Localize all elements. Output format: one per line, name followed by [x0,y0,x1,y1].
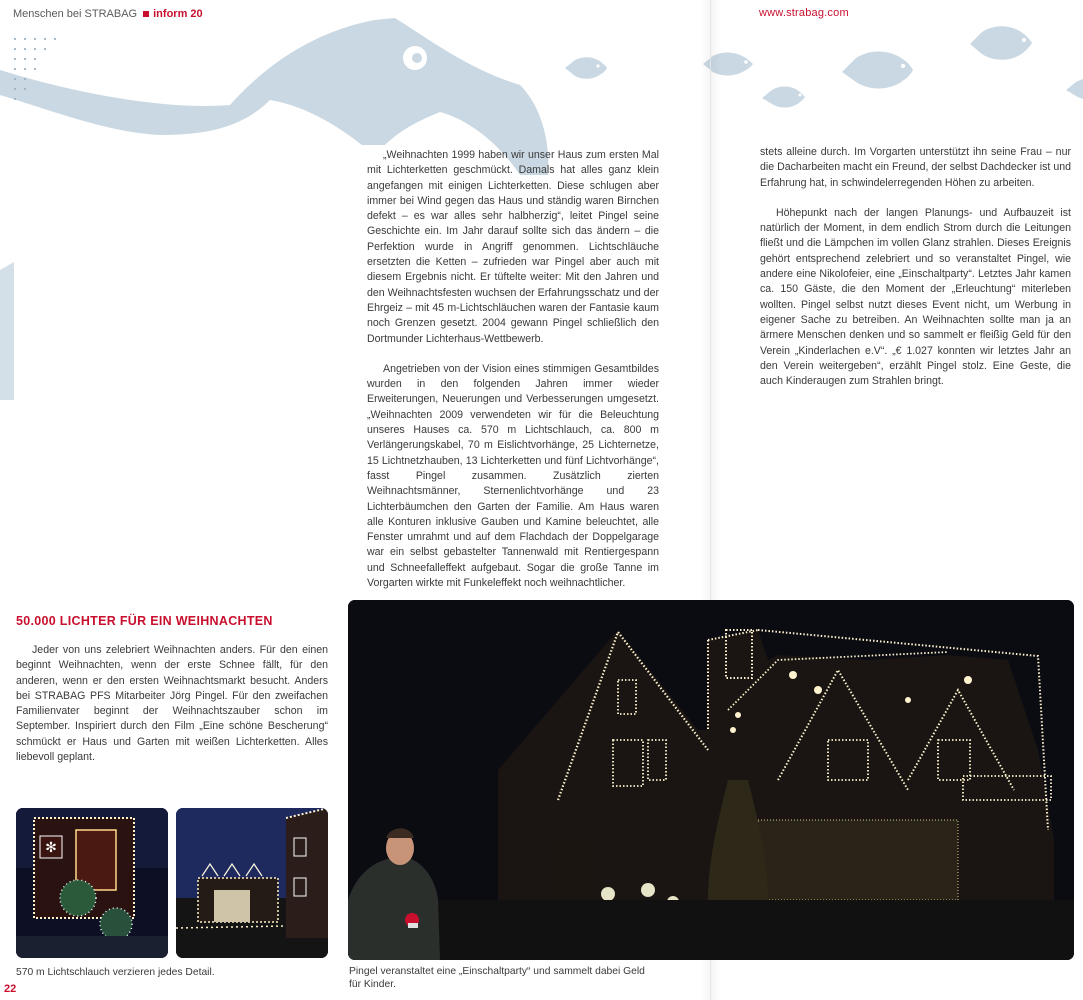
article-paragraph: stets alleine durch. Im Vorgarten unterstützt ihn seine Frau – nur die Dacharbeiten macht ein Freund, der selbst Dachdecker ist und Erfahrung hat, in schwindelerregenden Höhen zu arbeiten. [760,146,1071,189]
running-header [13,8,203,20]
article-paragraph: Angetrieben von der Vision eines stimmigen Gesamtbildes wurden in den folgenden Jahren immer wieder Erweiterungen, Neuerungen und Verbesserungen umgesetzt. „Weihnachten 2009 verwendeten wir für die Beleuchtung unseres Hauses ca. 570 m Lichtschlauch, ca. 800 m Verlängerungskabel, 70 m Eislichtvorhänge, 25 Lichternetze, 15 Lichtnetzhauben, 13 Lichterketten und fünf Lichtvorhänge“, fasst Pingel zusammen. Zusätzlich zierten Weihnachtsmänner, Sternenlichtvorhänge und 23 Lichterbäumchen den Garten der Familie. Am Haus waren alle Konturen inklusive Gauben und Kamine beleuchtet, alle Fenster umrahmt und auf dem Flachdach der Doppelgarage war ein selbst gebastelter Tannenwald mit Rentiergespann und Schneefalleffekt aufgebaut. Sogar die große Tanne im Vorgarten wirkte mit Funkeleffekt noch weihnachtlicher. [367,362,659,590]
article-paragraph: „Weihnachten 1999 haben wir unser Haus zum ersten Mal mit Lichterketten geschmückt. Damals hat alles ganz klein angefangen mit einigen Lichterketten. Diese schlugen aber immer bei Wind gegen das Haus und ständig waren Birnchen defekt – es war alles sehr halbherzig“, leitet Pingel seine Geschichte ein. Im Jahr darauf sollte sich das ändern – die Perfektion wurde in Angriff genommen. Lichtschläuche ersetzten die Ketten – zufrieden war Pingel aber auch mit diesem Ergebnis nicht. Er tüftelte weiter: Mit den Jahren und den Weihnachtsfesten wuchsen der Erfahrungsschatz und der Ehrgeiz – mit 45 m-Lichtschläuchen waren der Fantasie kaum noch Grenzen gesetzt. 2004 gewann Pingel schließlich den Dortmunder Lichterhaus-Wettbewerb. [367,149,659,345]
fish-fin-shape [0,262,14,400]
page-number: 22 [4,983,17,995]
issue-label: inform 20 [153,8,203,20]
article-paragraph: Höhepunkt nach der langen Planungs- und Aufbauzeit ist natürlich der Moment, in dem endlich Strom durch die Leitungen fließt und die Lämpchen im vollen Glanz strahlen. Dieses Ereignis gehört entsprechend zelebriert und so veranstaltet Pingel, wie andere eine Nikolofeier, eine „Einschaltparty“. Letztes Jahr kamen ca. 150 Gäste, die den Moment der „Erleuchtung“ miterleben wollten. Pingel selbst nutzt dieses Event nicht, um Werbung in eigener Sache zu betreiben. An Weihnachten sollte man ja an ärmere Menschen denken und so sammelt er fleißig Geld für den Verein „Kinderlachen e.V“. „€ 1.027 konnten wir letztes Jahr an den Verein weitergeben“, erzählt Pingel stolz. Eine Geste, die auch Kinderaugen zum Strahlen bringt. [760,206,1071,388]
small-fish-icon [762,86,805,107]
small-fish-icon [565,57,607,79]
small-fish-icon [970,26,1032,60]
photo-garage [176,808,328,958]
intro-paragraph: Jeder von uns zelebriert Weihnachten anders. Für den einen beginnt Weihnachten, wenn der erste Schnee fällt, für den anderen, wenn er den ersten Weihnachtsmarkt besucht. Anders bei STRABAG PFS Mitarbeiter Jörg Pingel. Für den zweifachen Familienvater beginnt der Weihnachtszauber schon im September. Inspiriert durch den Film „Eine schöne Bescherung“ schmückt er Haus und Garten mit weißen Lichterketten. Alles liebevoll geplant. [16,644,328,764]
article-column-middle [367,148,659,652]
article-column-right [760,145,1071,389]
small-fish-icon [842,51,913,88]
website-url[interactable]: www.strabag.com [759,7,849,19]
article-intro [16,643,328,765]
svg-text:✻: ✻ [45,840,57,856]
small-fish-icon [1066,79,1083,99]
header-square-icon [143,11,149,17]
caption-small-photos: 570 m Lichtschlauch verzieren jedes Detail. [16,967,215,978]
photo-illuminated-house [348,600,1074,960]
article-heading: 50.000 LICHTER FÜR EIN WEIHNACHTEN [16,614,273,628]
section-title: Menschen bei STRABAG [13,8,138,20]
dot-pattern [12,36,82,116]
caption-main-photo: Pingel veranstaltet eine „Einschaltparty“ und sammelt dabei Geld für Kinder. [349,966,645,990]
photo-house-entrance [16,808,168,958]
